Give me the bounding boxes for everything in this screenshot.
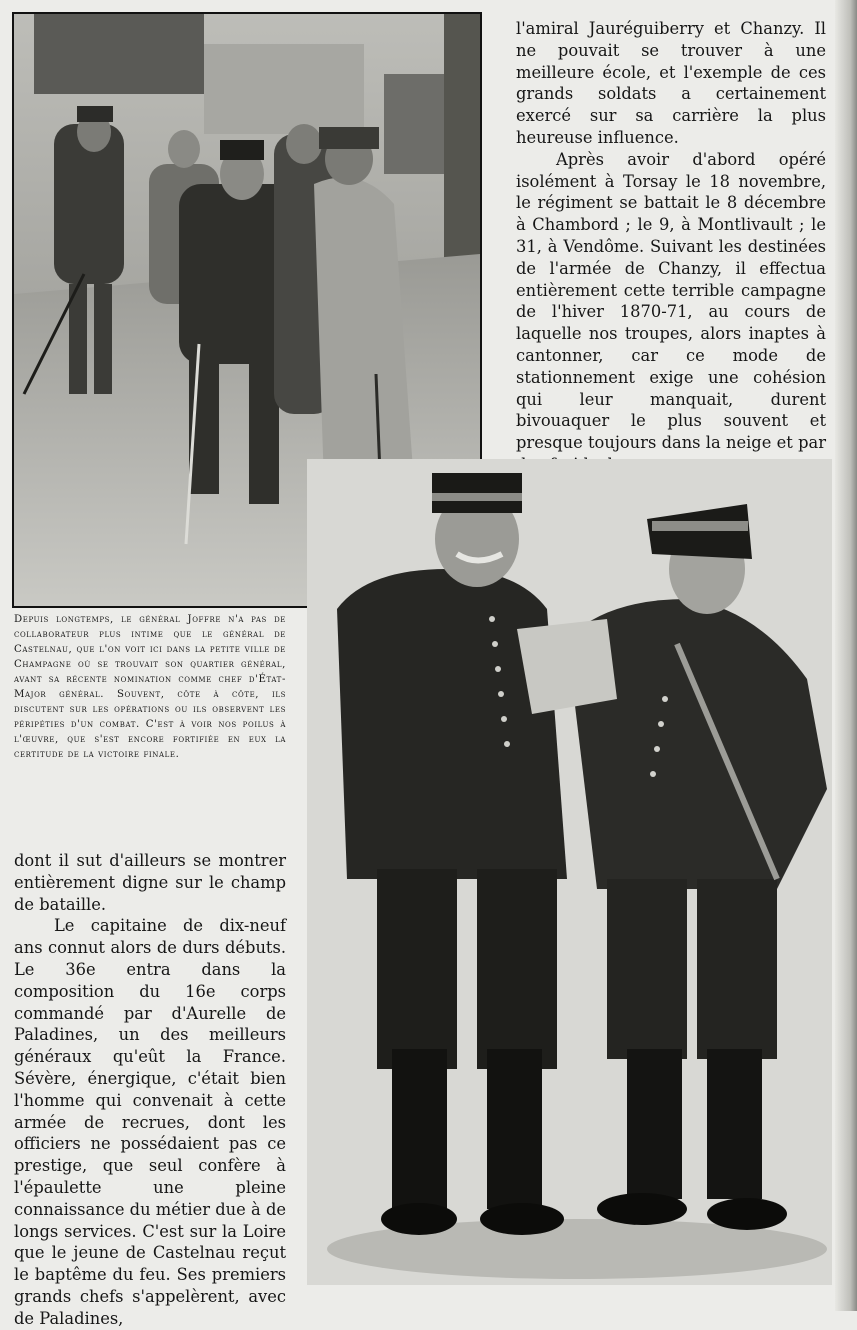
paragraph: dont il sut d'ailleurs se montrer entièrement digne sur le champ de bataille.: [14, 851, 286, 914]
paragraph: Après avoir d'abord opéré isolément à Torsay le 18 novembre, le régiment se battait le 8 décembre à Chambord ; le 9, à Montlivault ; le 31, à Vendôme. Suivant les destinées de l'armée de Chanzy, il effectua entièrement cette terrible campagne de l'hiver 1870-71, au cours de laquelle nos troupes, alors inaptes à cantonner, car ce mode de stationnement exige une cohésion qui leur manquait, durent bivouaquer le plus souvent et presque toujours dans la neige et par: [516, 149, 826, 453]
paragraph: Le capitaine de dix-neuf ans connut alors de durs débuts. Le 36e entra dans la composition du 16e corps commandé par d'Aurelle de Paladines, un des meilleurs généraux qu'eût la France. Sévère, énergique, c'était bien l'homme qui convenait à cette armée de recrues, dont les officiers ne possédaient pas ce prestige, que seul confère à l'épaulette une pleine connaissance du métier due à de longs services. C'est sur la Loire que le jeune de Castelnau reçut le baptême du feu. Ses premiers grands chefs s'appelèrent, avec de Paladines,: [14, 916, 286, 1328]
article-text-right-column: [516, 18, 826, 476]
photo-two-generals: [307, 459, 832, 1285]
article-text-left-column: [14, 850, 286, 1330]
photo-caption: Depuis longtemps, le général Joffre n'a pas de collaborateur plus intime que le général de Castelnau, que l'on voit ici dans la petite ville de Champagne où se trouvait son quartier général, avant sa récente nomination comme chef d'État-Major général. Souvent, côte à côte, ils discutent sur les opérations ou ils observent les péripéties d'un combat. C'est à voir nos poilus à l'œuvre, que s'est encore fortifiée en eux la certitude de la victoire finale.: [14, 614, 286, 760]
photo-generals-icon: [307, 459, 832, 1285]
page-edge: [835, 0, 857, 1311]
paragraph: l'amiral Jauréguiberry et Chanzy. Il ne pouvait se trouver à une meilleure école, et l'exemple de ces grands soldats a certainement exercé sur sa carrière la plus heureuse influence.: [516, 19, 826, 147]
